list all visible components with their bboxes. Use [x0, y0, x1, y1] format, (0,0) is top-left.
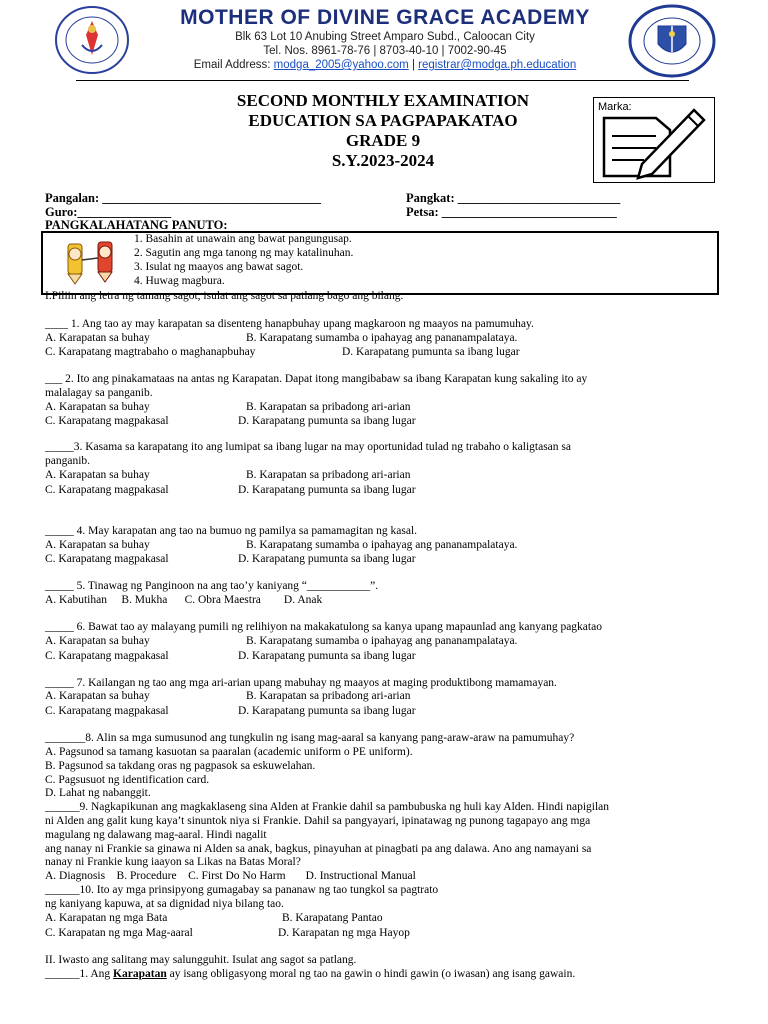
question-3-stem: _____3. Kasama sa karapatang ito ang lumipat sa ibang lugar na may oportunidad tulad ng trabaho o kaligtasan sa	[45, 441, 571, 453]
question-9-stem: magulang ng dalawang mag-aaral. Hindi nagalit	[45, 829, 267, 841]
question-8-stem: _______8. Alin sa mga sumusunod ang tungkulin ng isang mag-aaral sa kanyang pang-araw-araw na pamumuhay?	[45, 732, 575, 744]
question-2-stem: ___ 2. Ito ang pinakamataas na antas ng Karapatan. Dapat itong mangibabaw sa ibang Karapatan kung sakaling ito ay	[45, 373, 588, 385]
pencil-mascots-icon	[60, 236, 126, 288]
question-7-choice-b: B. Karapatan sa pribadong ari-arian	[246, 690, 411, 702]
question-10-choice-d: D. Karapatan ng mga Hayop	[278, 927, 410, 939]
question-3-choice-b: B. Karapatan sa pribadong ari-arian	[246, 469, 411, 481]
school-telephone: Tel. Nos. 8961-78-76 | 8703-40-10 | 7002-90-45	[263, 45, 507, 57]
section-field[interactable]: Pangkat: __________________________	[406, 191, 621, 205]
score-box[interactable]	[593, 97, 715, 183]
instruction-item: 1. Basahin at unawain ang bawat pangungusap.	[134, 233, 352, 245]
question-3-choice-c: C. Karapatang magpakasal	[45, 484, 169, 496]
question-6-choice-b: B. Karapatang sumamba o ipahayag ang pananampalataya.	[246, 635, 518, 647]
question-3-choice-a: A. Karapatan sa buhay	[45, 469, 150, 481]
part2-item-1-prefix: ______1. Ang	[45, 968, 114, 980]
question-9-stem: ______9. Nagkapikunan ang magkaklaseng sina Alden at Frankie dahil sa pambubuska ng huli kay Alden. Hindi napigilan	[45, 801, 610, 813]
question-1-choice-d: D. Karapatang pumunta sa ibang lugar	[342, 346, 520, 358]
question-4-choice-b: B. Karapatang sumamba o ipahayag ang pananampalataya.	[246, 539, 518, 551]
question-2-stem: malalagay sa panganib.	[45, 387, 153, 399]
question-4-stem: _____ 4. May karapatan ang tao na bumuo ng pamilya sa pamamagitan ng kasal.	[45, 525, 418, 537]
part1-heading: I.Piliin ang letra ng tamang sagot, isulat ang sagot sa patlang bago ang bilang.	[45, 290, 404, 302]
general-instructions-heading: PANGKALAHATANG PANUTO:	[45, 218, 228, 232]
school-seal-left	[54, 5, 130, 75]
question-2-choice-a: A. Karapatan sa buhay	[45, 401, 150, 413]
question-6-stem: _____ 6. Bawat tao ay malayang pumili ng relihiyon na makakatulong sa kanya upang mapaunlad ang kanyang pagkatao	[45, 621, 602, 633]
paper-pencil-icon	[594, 98, 712, 180]
instruction-item: 3. Isulat ng maayos ang bawat sagot.	[134, 261, 304, 273]
part2-item-1	[45, 967, 575, 981]
email-label: Email Address:	[193, 59, 274, 71]
email-link-registrar[interactable]: registrar@modga.ph.education	[418, 59, 577, 71]
question-9-stem: ni Alden ang galit kung kaya’t sinuntok niya si Frankie. Dahil sa pangyayari, ipinatawag ng punong tagapayo ang mga	[45, 815, 591, 827]
question-8-choice-d: D. Lahat ng nabanggit.	[45, 787, 151, 799]
question-7-choice-d: D. Karapatang pumunta sa ibang lugar	[238, 705, 416, 717]
instruction-item: 2. Sagutin ang mga tanong ng may katalinuhan.	[134, 247, 354, 259]
date-field[interactable]: Petsa: ____________________________	[406, 205, 617, 219]
question-1-choice-c: C. Karapatang magtrabaho o maghanapbuhay	[45, 346, 256, 358]
question-8-choice-a: A. Pagsunod sa tamang kasuotan sa paaralan (academic uniform o PE uniform).	[45, 746, 413, 758]
school-email-line	[150, 59, 620, 71]
name-field[interactable]: Pangalan: ___________________________________	[45, 191, 322, 205]
question-4-choice-c: C. Karapatang magpakasal	[45, 553, 169, 565]
question-1-choice-a: A. Karapatan sa buhay	[45, 332, 150, 344]
question-4-choice-d: D. Karapatang pumunta sa ibang lugar	[238, 553, 416, 565]
exam-title-line1: SECOND MONTHLY EXAMINATION	[236, 91, 530, 110]
question-3-choice-d: D. Karapatang pumunta sa ibang lugar	[238, 484, 416, 496]
question-10-choice-a: A. Karapatan ng mga Bata	[45, 912, 168, 924]
question-6-choice-d: D. Karapatang pumunta sa ibang lugar	[238, 650, 416, 662]
question-7-choice-c: C. Karapatang magpakasal	[45, 705, 169, 717]
question-10-stem: ______10. Ito ay mga prinsipyong gumagabay sa pananaw ng tao tungkol sa pagtrato	[45, 884, 439, 896]
email-link-yahoo[interactable]: modga_2005@yahoo.com	[273, 59, 409, 71]
question-10-choice-b: B. Karapatang Pantao	[282, 912, 383, 924]
question-5-choices: A. Kabutihan B. Mukha C. Obra Maestra D. Anak	[45, 594, 323, 606]
question-7-stem: _____ 7. Kailangan ng tao ang mga ari-arian upang mabuhay ng maayos at maging produktibong mamamayan.	[45, 677, 557, 689]
question-6-choice-c: C. Karapatang magpakasal	[45, 650, 169, 662]
question-1-stem: ____ 1. Ang tao ay may karapatan sa disenteng hanapbuhay upang magkaroon ng maayos na pamumuhay.	[45, 318, 534, 330]
question-2-choice-c: C. Karapatang magpakasal	[45, 415, 169, 427]
question-9-choices: A. Diagnosis B. Procedure C. First Do No Harm D. Instructional Manual	[45, 870, 416, 882]
question-7-choice-a: A. Karapatan sa buhay	[45, 690, 150, 702]
instruction-item: 4. Huwag magbura.	[134, 275, 225, 287]
question-10-stem: ng kaniyang kapuwa, at sa dignidad niya bilang tao.	[45, 898, 284, 910]
question-1-choice-b: B. Karapatang sumamba o ipahayag ang pananampalataya.	[246, 332, 518, 344]
header-rule	[76, 80, 689, 81]
question-2-choice-d: D. Karapatang pumunta sa ibang lugar	[238, 415, 416, 427]
score-label: Marka:	[598, 101, 632, 113]
question-4-choice-a: A. Karapatan sa buhay	[45, 539, 150, 551]
exam-title-line2: EDUCATION SA PAGPAPAKATAO	[248, 111, 518, 130]
exam-title-line3: GRADE 9	[345, 131, 421, 150]
question-6-choice-a: A. Karapatan sa buhay	[45, 635, 150, 647]
question-8-choice-c: C. Pagsusuot ng identification card.	[45, 774, 210, 786]
question-9-stem: ang nanay ni Frankie sa ginawa ni Alden sa anak, bagkus, pinayuhan at pinagbati pa ang dalawa. Ano ang namayani sa	[45, 843, 592, 855]
exam-title-line4: S.Y.2023-2024	[331, 151, 435, 170]
question-10-choice-c: C. Karapatan ng mga Mag-aaral	[45, 927, 193, 939]
email-separator: |	[408, 59, 419, 71]
school-address: Blk 63 Lot 10 Anubing Street Amparo Subd., Caloocan City	[235, 31, 535, 43]
question-9-stem: nanay ni Frankie kung iaayon sa Likas na Batas Moral?	[45, 856, 301, 868]
part2-item-1-text: ay isang obligasyong moral ng tao na gawin o hindi gawin (o iwasan) ang isang gawain.	[166, 968, 576, 980]
deped-seal-right	[626, 4, 718, 78]
underlined-keyword: Karapatan	[113, 968, 167, 980]
part2-heading: II. Iwasto ang salitang may salungguhit. Isulat ang sagot sa patlang.	[45, 954, 357, 966]
teacher-field[interactable]: Guro:_______________	[45, 205, 172, 219]
question-2-choice-b: B. Karapatan sa pribadong ari-arian	[246, 401, 411, 413]
question-8-choice-b: B. Pagsunod sa takdang oras ng pagpasok sa eskuwelahan.	[45, 760, 316, 772]
school-name: MOTHER OF DIVINE GRACE ACADEMY	[180, 6, 590, 29]
question-5-stem: _____ 5. Tinawag ng Panginoon na ang tao’y kaniyang “___________”.	[45, 580, 379, 592]
question-3-stem: panganib.	[45, 455, 91, 467]
